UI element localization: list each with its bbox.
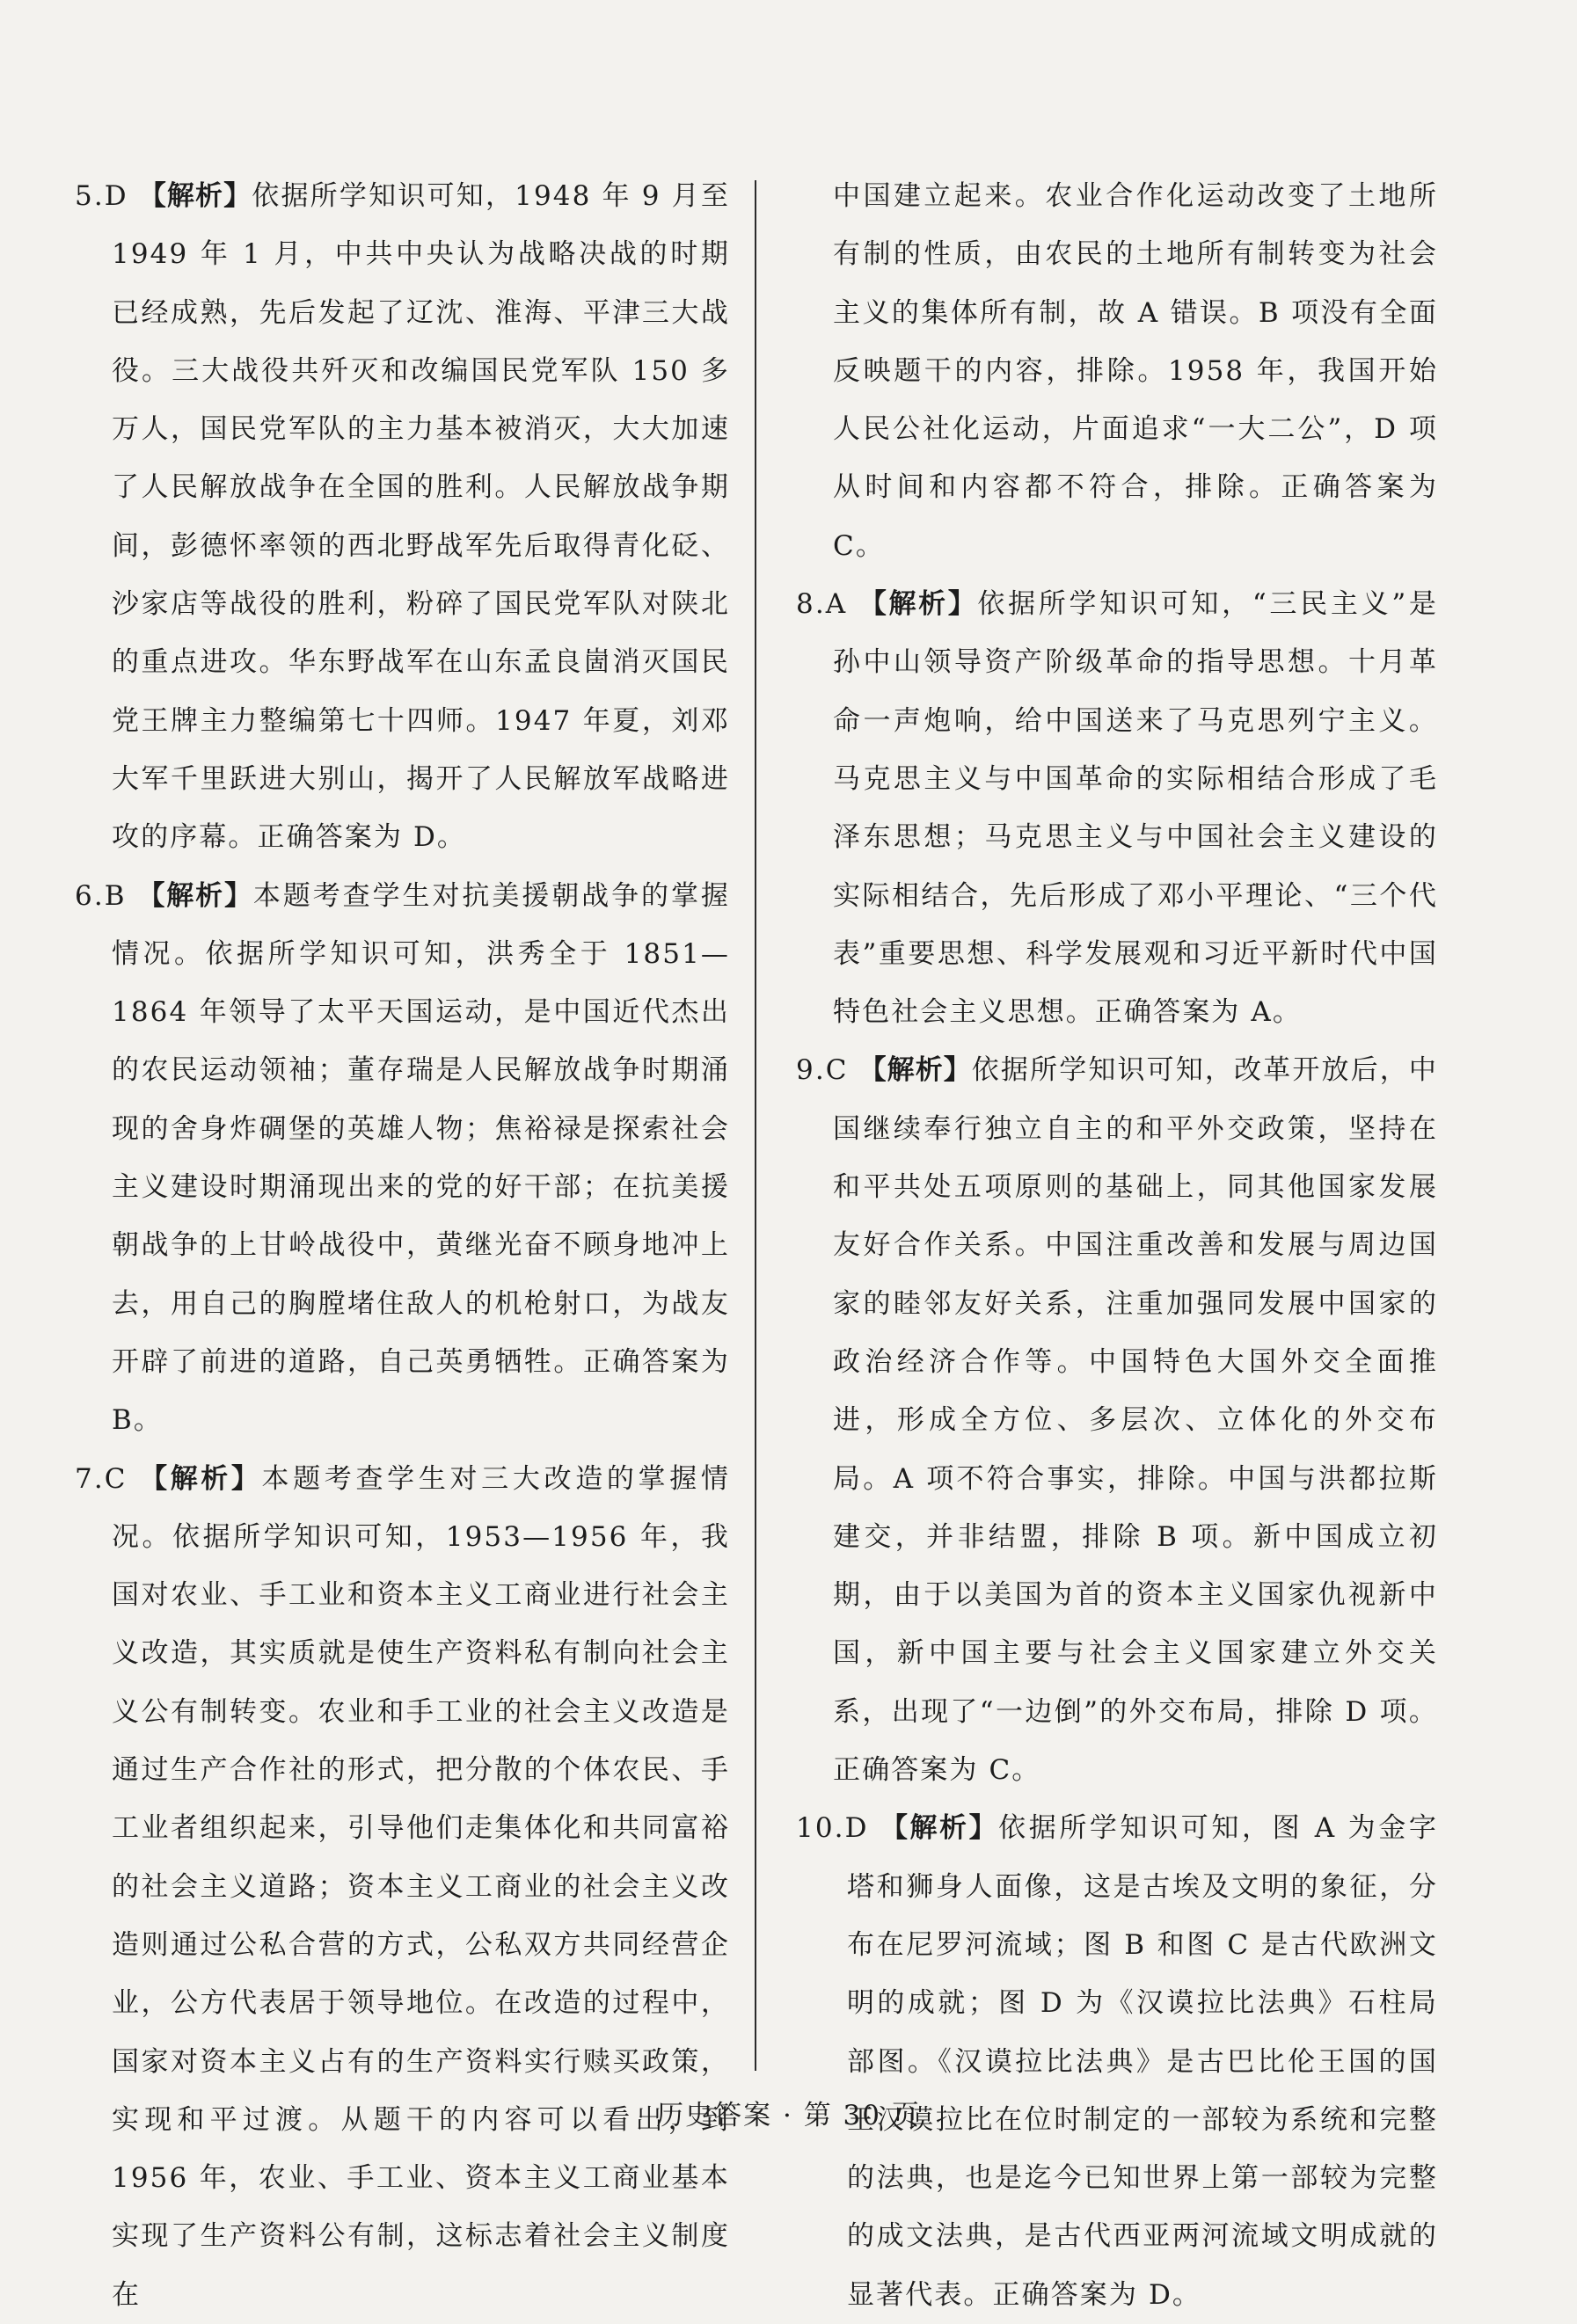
answer-q8: [796, 575, 1438, 1041]
analysis-tag: 【解析】: [858, 588, 978, 621]
answer-q6: [75, 867, 730, 1450]
page-footer: 历史答案 · 第 30 页: [656, 2100, 921, 2131]
column-divider: [755, 180, 756, 2071]
right-column: [796, 167, 1438, 2324]
left-column: [75, 167, 730, 2324]
answer-q5: [75, 167, 730, 867]
analysis-tag: 【解析】: [858, 1054, 972, 1087]
question-number: 8.A: [796, 588, 848, 621]
question-number: 7.C: [75, 1462, 128, 1495]
answer-q9: [796, 1041, 1438, 1799]
question-number: 5.D: [75, 180, 128, 212]
answer-text: 本题考查学生对三大改造的掌握情况。依据所学知识可知，1953—1956 年，我国对农业、手工业和资本主义工商业进行社会主义改造，其实质就是使生产资料私有制向社会主义公有制转变。农业和手工业的社会主义改造是通过生产合作社的形式，把分散的个体农民、手工业者组织起来，引导他们走集体化和共同富裕的社会主义道路；资本主义工商业的社会主义改造则通过公私合营的方式，公私双方共同经营企业，公方代表居于领导地位。在改造的过程中，国家对资本主义占有的生产资料实行赎买政策，实现和平过渡。从题干的内容可以看出，到 1956 年，农业、手工业、资本主义工商业基本实现了生产资料公有制，这标志着社会主义制度在: [112, 1462, 730, 2311]
answer-q7-continued: 中国建立起来。农业合作化运动改变了土地所有制的性质，由农民的土地所有制转变为社会主义的集体所有制，故 A 错误。B 项没有全面反映题干的内容，排除。1958 年，我国开始人民公社化运动，片面追求“一大二公”，D 项从时间和内容都不符合，排除。正确答案为 C。: [833, 180, 1438, 562]
answer-text: 依据所学知识可知，图 A 为金字塔和狮身人面像，这是古埃及文明的象征，分布在尼罗河流域；图 B 和图 C 是古代欧洲文明的成就；图 D 为《汉谟拉比法典》石柱局部图。《汉谟拉比法典》是古巴比伦王国的国王汉谟拉比在位时制定的一部较为系统和完整的法典，也是迄今已知世界上第一部较为完整的成文法典，是古代西亚两河流域文明成就的显著代表。正确答案为 D。: [847, 1812, 1438, 2311]
analysis-tag: 【解析】: [880, 1812, 999, 1845]
question-number: 6.B: [75, 879, 127, 912]
analysis-tag: 【解析】: [138, 180, 252, 212]
question-number: 9.C: [796, 1054, 849, 1087]
question-number: 10.D: [796, 1812, 869, 1845]
answer-text: 依据所学知识可知，改革开放后，中国继续奉行独立自主的和平外交政策，坚持在和平共处五项原则的基础上，同其他国家发展友好合作关系。中国注重改善和发展与周边国家的睦邻友好关系，注重加强同发展中国家的政治经济合作等。中国特色大国外交全面推进，形成全方位、多层次、立体化的外交布局。A 项不符合事实，排除。中国与洪都拉斯建交，并非结盟，排除 B 项。新中国成立初期，由于以美国为首的资本主义国家仇视新中国，新中国主要与社会主义国家建立外交关系，出现了“一边倒”的外交布局，排除 D 项。正确答案为 C。: [833, 1054, 1438, 1787]
answer-q7: [75, 1450, 730, 2324]
answer-q10: [796, 1799, 1438, 2324]
answer-text: 依据所学知识可知，“三民主义”是孙中山领导资产阶级革命的指导思想。十月革命一声炮响，给中国送来了马克思列宁主义。马克思主义与中国革命的实际相结合形成了毛泽东思想；马克思主义与中国社会主义建设的实际相结合，先后形成了邓小平理论、“三个代表”重要思想、科学发展观和习近平新时代中国特色社会主义思想。正确答案为 A。: [833, 588, 1438, 1029]
answer-text: 本题考查学生对抗美援朝战争的掌握情况。依据所学知识可知，洪秀全于 1851—1864 年领导了太平天国运动，是中国近代杰出的农民运动领袖；董存瑞是人民解放战争时期涌现的舍身炸碉堡的英雄人物；焦裕禄是探索社会主义建设时期涌现出来的党的好干部；在抗美援朝战争的上甘岭战役中，黄继光奋不顾身地冲上去，用自己的胸膛堵住敌人的机枪射口，为战友开辟了前进的道路，自己英勇牺牲。正确答案为 B。: [112, 879, 730, 1437]
answer-text: 依据所学知识可知，1948 年 9 月至 1949 年 1 月，中共中央认为战略决战的时期已经成熟，先后发起了辽沈、淮海、平津三大战役。三大战役共歼灭和改编国民党军队 150 多万人，国民党军队的主力基本被消灭，大大加速了人民解放战争在全国的胜利。人民解放战争期间，彭德怀率领的西北野战军先后取得青化砭、沙家店等战役的胜利，粉碎了国民党军队对陕北的重点进攻。华东野战军在山东孟良崮消灭国民党王牌主力整编第七十四师。1947 年夏，刘邓大军千里跃进大别山，揭开了人民解放军战略进攻的序幕。正确答案为 D。: [112, 180, 730, 854]
analysis-tag: 【解析】: [140, 1462, 262, 1495]
analysis-tag: 【解析】: [137, 879, 253, 912]
